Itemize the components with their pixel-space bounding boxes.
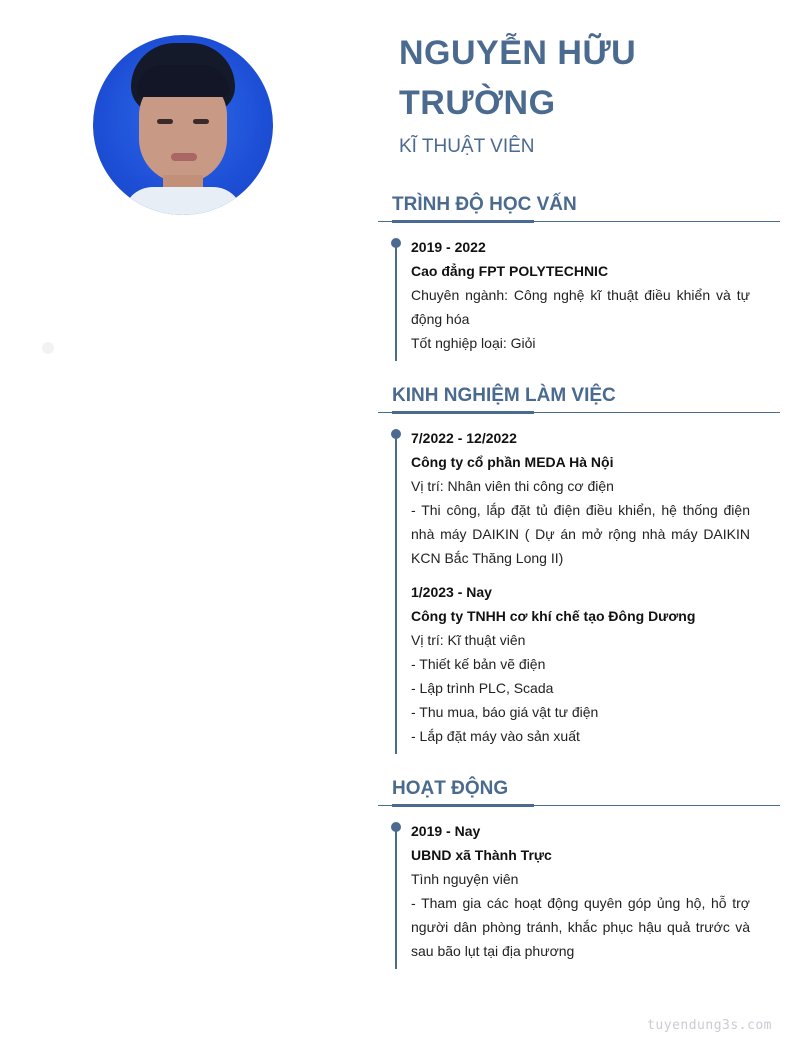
watermark: tuyendung3s.com bbox=[647, 1018, 772, 1033]
section-heading-activities bbox=[378, 777, 780, 807]
section-heading-education bbox=[378, 193, 780, 223]
entry-date: 2019 - 2022 bbox=[411, 239, 486, 255]
entry-date: 1/2023 - Nay bbox=[411, 584, 492, 600]
entry-organization: Cao đẳng FPT POLYTECHNIC bbox=[411, 263, 609, 279]
entry-date: 7/2022 - 12/2022 bbox=[411, 430, 517, 446]
profile-photo bbox=[93, 35, 273, 215]
section-title: TRÌNH ĐỘ HỌC VẤN bbox=[392, 194, 577, 215]
candidate-name: NGUYỄN HỮU TRƯỜNG bbox=[399, 34, 637, 122]
timeline-entry bbox=[411, 819, 750, 963]
timeline-entry bbox=[411, 235, 750, 355]
entry-line: - Thi công, lắp đặt tủ điện điều khiển, hệ thống điện nhà máy DAIKIN ( Dự án mở rộng nhà máy DAIKIN KCN Bắc Thăng Long II) bbox=[411, 502, 750, 566]
entry-organization: Công ty cổ phần MEDA Hà Nội bbox=[411, 454, 614, 470]
entry-organization: UBND xã Thành Trực bbox=[411, 847, 552, 863]
entry-line: Chuyên ngành: Công nghệ kĩ thuật điều khiển và tự động hóa bbox=[411, 287, 750, 327]
section-title: KINH NGHIỆM LÀM VIỆC bbox=[392, 385, 616, 406]
entry-organization: Công ty TNHH cơ khí chế tạo Đông Dương bbox=[411, 608, 696, 624]
entry-line: Vị trí: Nhân viên thi công cơ điện bbox=[411, 478, 614, 494]
entry-line: - Lắp đặt máy vào sản xuất bbox=[411, 728, 580, 744]
entry-line: - Lập trình PLC, Scada bbox=[411, 680, 554, 696]
timeline-dot bbox=[391, 238, 401, 248]
entry-line: - Tham gia các hoạt động quyên góp ủng hộ, hỗ trợ người dân phòng tránh, khắc phục hậu quả trước và sau bão lụt tại địa phương bbox=[411, 895, 750, 959]
timeline-entry bbox=[411, 580, 750, 748]
section-heading-experience bbox=[378, 384, 780, 414]
section-title: HOẠT ĐỘNG bbox=[392, 778, 509, 799]
entry-line: - Thu mua, báo giá vật tư điện bbox=[411, 704, 599, 720]
entry-line: Tốt nghiệp loại: Giỏi bbox=[411, 335, 536, 351]
entry-line: Vị trí: Kĩ thuật viên bbox=[411, 632, 526, 648]
job-title: KĨ THUẬT VIÊN bbox=[399, 136, 535, 157]
timeline-entry bbox=[411, 426, 750, 570]
entry-line: - Thiết kế bản vẽ điện bbox=[411, 656, 546, 672]
timeline-activities bbox=[390, 819, 760, 963]
timeline-dot bbox=[391, 429, 401, 439]
timeline-experience bbox=[390, 426, 760, 748]
entry-date: 2019 - Nay bbox=[411, 823, 481, 839]
decorative-dot bbox=[42, 342, 54, 354]
entry-line: Tình nguyện viên bbox=[411, 871, 519, 887]
timeline-dot bbox=[391, 822, 401, 832]
timeline-education bbox=[390, 235, 760, 355]
